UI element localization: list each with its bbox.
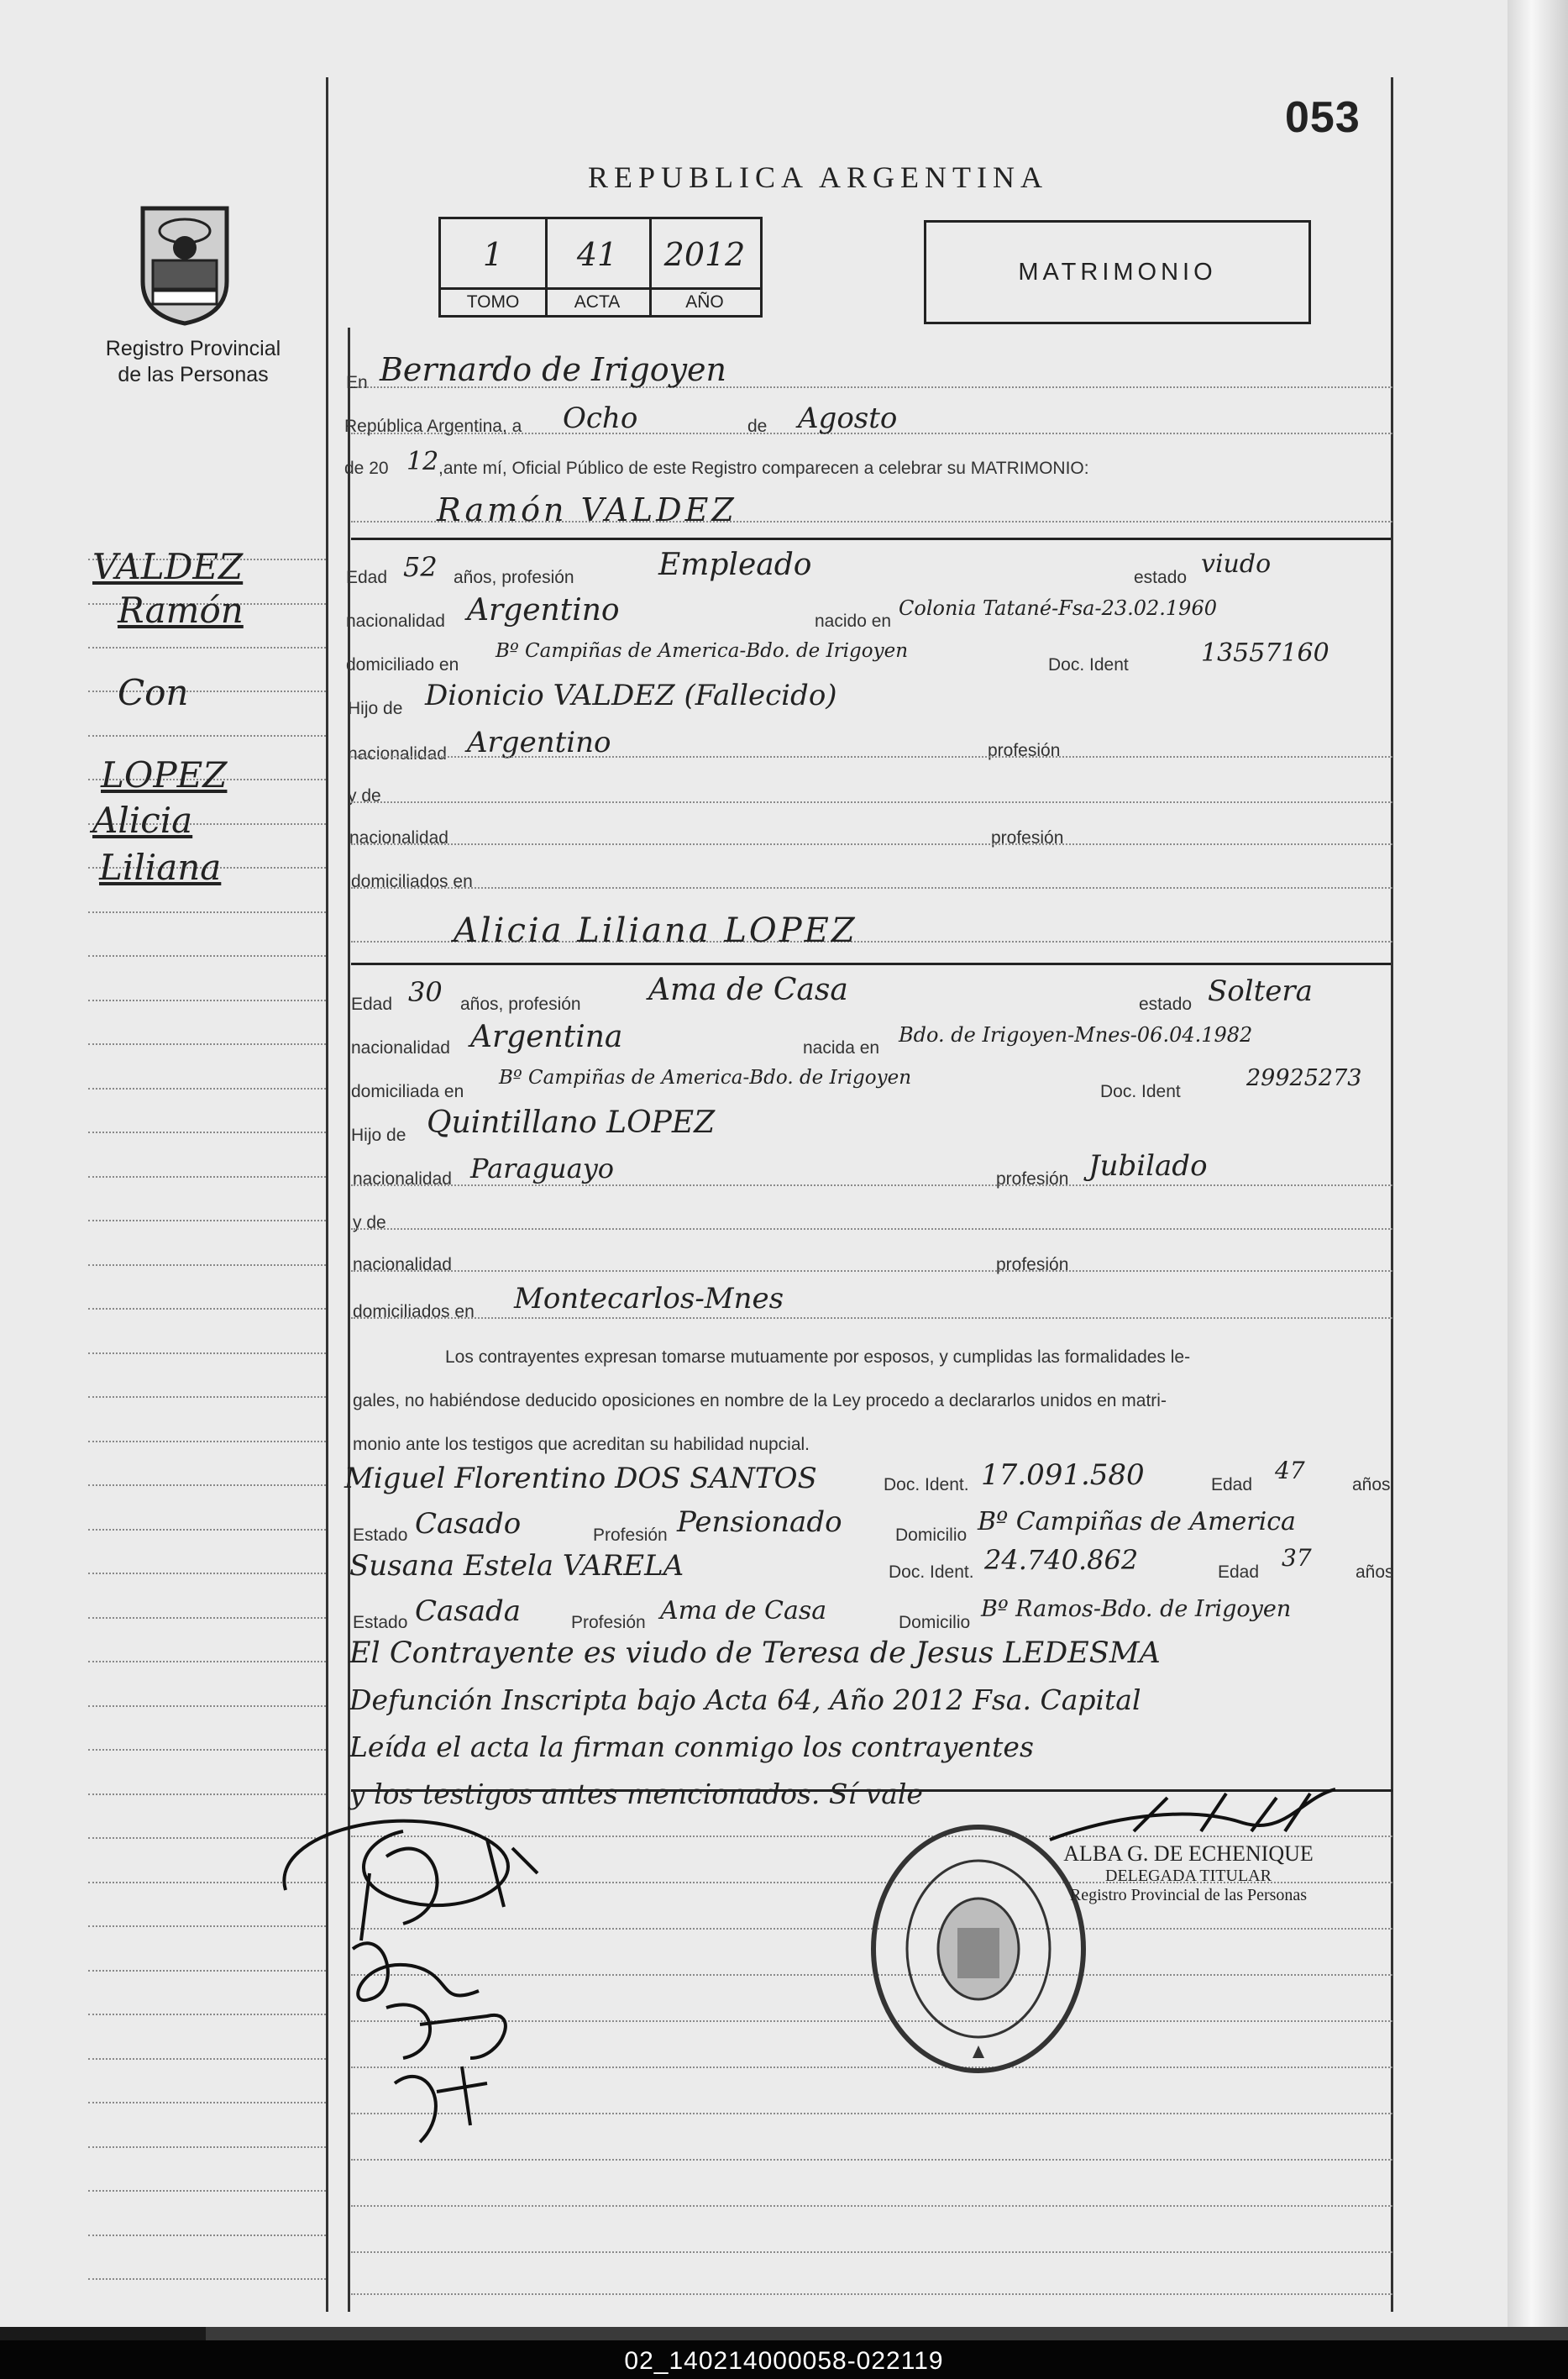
margin-bride-surname: LOPEZ — [101, 754, 228, 796]
groom-nac3-rule — [351, 843, 1392, 845]
bride-hijo-label: Hijo de — [351, 1126, 406, 1145]
day-value: Ocho — [563, 402, 638, 435]
witness1-doc: 17.091.580 — [981, 1458, 1145, 1492]
bride-nacido-label: nacida en — [803, 1038, 880, 1058]
bride-yde-rule — [351, 1228, 1392, 1230]
witness1-doc-label: Doc. Ident. — [884, 1475, 969, 1494]
registry-name — [71, 336, 315, 388]
witness1-name: Miguel Florentino DOS SANTOS — [344, 1462, 817, 1495]
bride-parent1: Quintillano LOPEZ — [427, 1105, 716, 1140]
bride-parent1-nationality: Paraguayo — [470, 1153, 615, 1184]
witness1-estado-label: Estado — [353, 1526, 408, 1545]
tomo-value: 1 — [482, 236, 504, 273]
margin-groom-name: Ramón — [118, 590, 244, 631]
groom-address: Bº Campiñas de America-Bdo. de Irigoyen — [496, 640, 909, 662]
acta-cell — [545, 219, 652, 315]
groom-nac-label: nacionalidad — [346, 612, 445, 631]
witness2-estado-label: Estado — [353, 1613, 408, 1632]
margin-bride-name2: Liliana — [99, 847, 222, 888]
groom-nacido-label: nacido en — [815, 612, 892, 631]
tomo-cell — [441, 219, 548, 315]
note-line4: y los testigos antes mencionados. Sí vale — [349, 1778, 923, 1810]
bride-birth: Bdo. de Irigoyen-Mnes-06.04.1982 — [899, 1023, 1253, 1047]
witness2-doc: 24.740.862 — [984, 1544, 1139, 1576]
place-value: Bernardo de Irigoyen — [380, 351, 727, 388]
groom-doc-label: Doc. Ident — [1048, 655, 1129, 675]
anio-label: AÑO — [649, 287, 760, 315]
bride-nationality: Argentina — [470, 1020, 623, 1054]
groom-nationality: Argentino — [467, 593, 620, 628]
groom-dom-label: domiciliado en — [346, 655, 459, 675]
bride-parent1-profession: Jubilado — [1088, 1149, 1208, 1183]
groom-edad-label: Edad — [346, 568, 388, 587]
body-right-line — [1391, 77, 1393, 2312]
bride-parents-address: Montecarlos-Mnes — [514, 1282, 784, 1316]
groom-parent1-nationality: Argentino — [467, 726, 611, 759]
witness2-dom-label: Domicilio — [899, 1613, 971, 1632]
bride-profession: Ama de Casa — [648, 973, 848, 1007]
officer-name: ALBA G. DE ECHENIQUE — [1063, 1841, 1314, 1866]
witness1-prof-label: Profesión — [593, 1526, 668, 1545]
bride-prof-label: profesión — [996, 1169, 1069, 1189]
bride-address: Bº Campiñas de America-Bdo. de Irigoyen — [499, 1067, 912, 1089]
witness2-name: Susana Estela VARELA — [349, 1549, 684, 1583]
bride-nac-label: nacionalidad — [351, 1038, 450, 1058]
bride-nac2-rule — [351, 1184, 1392, 1186]
witness2-status: Casada — [415, 1594, 522, 1628]
groom-hijo-label: Hijo de — [348, 699, 403, 718]
note-line2: Defunción Inscripta bajo Acta 64, Año 2012 Fsa. Capital — [349, 1683, 1141, 1716]
bride-full-name: Alicia Liliana LOPEZ — [454, 911, 857, 950]
bride-estado-label: estado — [1139, 995, 1193, 1014]
record-type-box: MATRIMONIO — [924, 220, 1311, 324]
bride-doc-label: Doc. Ident — [1100, 1082, 1181, 1101]
witness1-status: Casado — [415, 1507, 522, 1541]
bride-nac2-label: nacionalidad — [353, 1169, 452, 1189]
intro-text: ,ante mí, Oficial Público de este Registro comparecen a celebrar su MATRIMONIO: — [438, 459, 1089, 478]
witness2-prof-label: Profesión — [571, 1613, 646, 1632]
page-number: 053 — [1285, 93, 1361, 142]
bride-doms-label: domiciliados en — [353, 1302, 475, 1321]
bride-anios-label: años, profesión — [460, 995, 581, 1014]
groom-profession: Empleado — [658, 548, 812, 582]
tomo-label: TOMO — [441, 287, 545, 315]
officer-title: DELEGADA TITULAR — [1105, 1867, 1272, 1885]
record-reference-box — [438, 217, 763, 318]
groom-yde-rule — [351, 801, 1392, 803]
margin-bride-name1: Alicia — [92, 800, 193, 841]
groom-doms-rule — [351, 887, 1392, 889]
declaration-text — [353, 1336, 1390, 1467]
year-prefix: de 20 — [344, 459, 389, 478]
declaration-line2: gales, no habiéndose deducido oposiciones en nombre de la Ley procedo a declararlos unidos en matri- — [353, 1391, 1167, 1410]
bride-dom-label: domiciliada en — [351, 1082, 464, 1101]
witness1-profession: Pensionado — [677, 1505, 842, 1539]
bride-prof2-label: profesión — [996, 1255, 1069, 1274]
witness1-edad-label: Edad — [1211, 1475, 1253, 1494]
note-line1: El Contrayente es viudo de Teresa de Jesus LEDESMA — [349, 1636, 1161, 1670]
witness1-age: 47 — [1275, 1457, 1305, 1484]
bride-nac3-label: nacionalidad — [353, 1255, 452, 1274]
groom-anios-label: años, profesión — [454, 568, 574, 587]
groom-marital-status: viudo — [1201, 549, 1272, 579]
acta-label: ACTA — [545, 287, 649, 315]
bride-edad-label: Edad — [351, 995, 393, 1014]
groom-doc: 13557160 — [1201, 638, 1329, 668]
margin-groom-surname: VALDEZ — [92, 546, 244, 587]
groom-nac2-rule — [351, 756, 1392, 758]
groom-estado-label: estado — [1134, 568, 1188, 587]
note-line3: Leída el acta la firman conmigo los contrayentes — [349, 1730, 1034, 1763]
groom-nac2-label: nacionalidad — [348, 744, 447, 764]
en-label: En — [346, 373, 368, 392]
contracting-parties-signatures — [269, 1806, 621, 2159]
witness2-age: 37 — [1282, 1544, 1312, 1572]
country-heading: REPUBLICA ARGENTINA — [588, 160, 1049, 194]
acta-value: 41 — [576, 236, 618, 273]
groom-prof-label: profesión — [988, 741, 1061, 760]
year-suffix: 12 — [406, 447, 439, 476]
bride-doc: 29925273 — [1246, 1065, 1362, 1091]
republic-label: República Argentina, a — [344, 417, 522, 436]
groom-yde-label: y de — [348, 786, 381, 806]
registry-line2: de las Personas — [118, 363, 269, 386]
groom-name-rule — [351, 538, 1391, 540]
bride-yde-label: y de — [353, 1213, 386, 1232]
groom-birth: Colonia Tatané-Fsa-23.02.1960 — [899, 596, 1217, 620]
anio-value: 2012 — [663, 236, 746, 273]
witness2-address: Bº Ramos-Bdo. de Irigoyen — [981, 1596, 1292, 1622]
officer-office: Registro Provincial de las Personas — [1069, 1886, 1308, 1904]
witness1-anios-label: años — [1352, 1475, 1391, 1494]
page-edge — [1508, 0, 1568, 2327]
bride-name-rule — [351, 963, 1391, 965]
witness2-anios-label: años — [1356, 1562, 1394, 1582]
groom-parent1: Dionicio VALDEZ (Fallecido) — [425, 679, 837, 712]
month-value: Agosto — [798, 402, 898, 435]
officer-block — [1041, 1841, 1335, 1905]
witness1-dom-label: Domicilio — [895, 1526, 968, 1545]
groom-full-name: Ramón VALDEZ — [437, 491, 737, 528]
groom-prof2-label: profesión — [991, 828, 1064, 848]
groom-age: 52 — [403, 551, 438, 583]
margin-connector: Con — [118, 672, 189, 713]
registry-line1: Registro Provincial — [105, 337, 281, 360]
witness2-profession: Ama de Casa — [660, 1596, 827, 1625]
bride-doms-rule — [351, 1317, 1392, 1319]
witness1-address: Bº Campiñas de America — [978, 1507, 1296, 1536]
bride-age: 30 — [408, 976, 443, 1008]
witness2-doc-label: Doc. Ident. — [889, 1562, 974, 1582]
province-seal-icon — [134, 202, 235, 328]
declaration-line1: Los contrayentes expresan tomarse mutuamente por esposos, y cumplidas las formalidades le- — [445, 1347, 1191, 1367]
bride-nac3-rule — [351, 1270, 1392, 1272]
bride-marital-status: Soltera — [1208, 974, 1313, 1008]
witness2-edad-label: Edad — [1218, 1562, 1260, 1582]
bottom-shadow — [206, 2327, 1568, 2340]
footer-code: 02_140214000058-022119 — [624, 2347, 944, 2375]
groom-doms-label: domiciliados en — [351, 872, 473, 891]
declaration-line3: monio ante los testigos que acreditan su habilidad nupcial. — [353, 1435, 810, 1454]
de-label: de — [747, 417, 768, 436]
groom-nac3-label: nacionalidad — [349, 828, 448, 848]
anio-cell — [649, 219, 760, 315]
